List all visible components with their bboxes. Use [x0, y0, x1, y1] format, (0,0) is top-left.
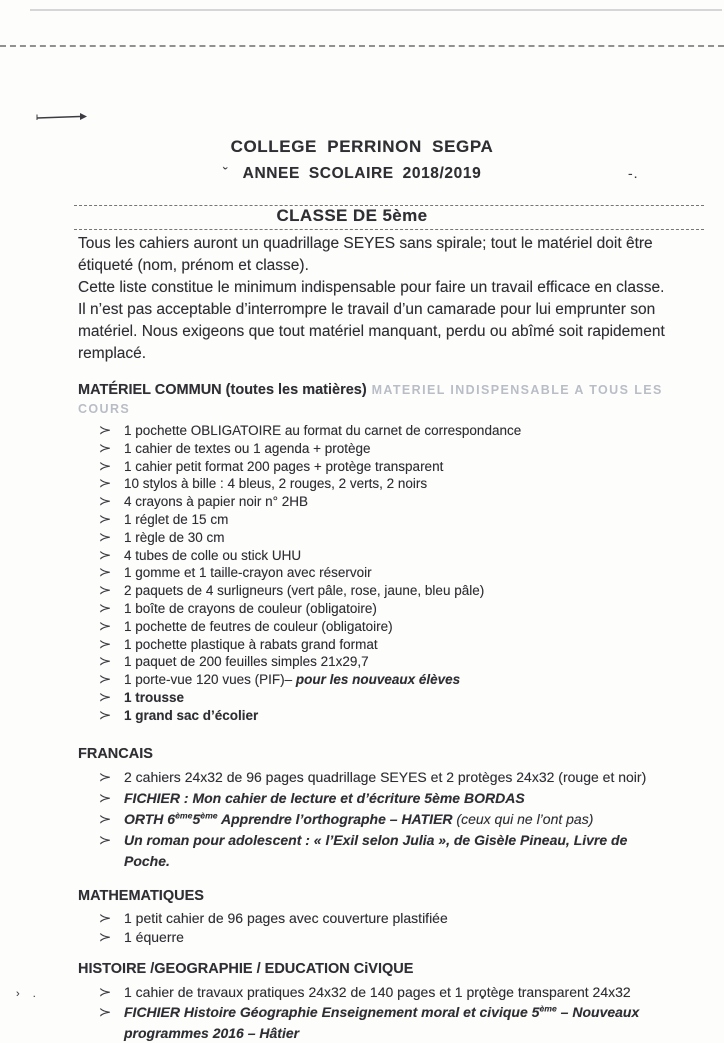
item-text: – Nouveaux programmes 2016 – Hâtier: [124, 1004, 640, 1041]
item-text: 4 tubes de colle ou stick UHU: [124, 547, 302, 563]
list-item: [100, 511, 672, 529]
arrow-bullet-icon: ≻: [98, 790, 112, 805]
ghost-erased-text: MATERIEL INDISPENSABLE A TOUS LES COURS: [78, 383, 663, 416]
item-text: ème: [175, 809, 193, 820]
item-text: 1 pochette OBLIGATOIRE au format du carnet de correspondance: [124, 423, 522, 438]
list-item: [100, 422, 672, 440]
item-text: ORTH 6: [124, 810, 176, 827]
list-item: [100, 600, 672, 618]
item-text: 1 gomme et 1 taille-crayon avec réservoir: [124, 565, 372, 581]
list-item: [100, 830, 672, 872]
list-item: [100, 636, 672, 654]
class-title: CLASSE DE 5ème: [276, 206, 428, 225]
school-title: COLLEGE PERRINON SEGPA: [230, 137, 494, 156]
list-item: [100, 529, 672, 547]
list-item: [100, 564, 672, 582]
list-item: [100, 671, 672, 689]
list-item: [100, 788, 672, 809]
item-text: 1 trousse: [124, 689, 185, 705]
section-heading-text: MATÉRIEL COMMUN (toutes les matières): [78, 382, 367, 398]
item-text: 1 cahier de travaux pratiques 24x32 de 140 pages et 1 protège transparent 24x32: [124, 983, 631, 1000]
list-item: [100, 689, 672, 707]
item-text: 1 petit cahier de 96 pages avec couverture plastifiée: [124, 909, 448, 926]
dashdot-mark: -.: [628, 165, 639, 181]
section-heading: [78, 887, 672, 906]
list-item: [100, 707, 672, 725]
school-year: ANNEE SCOLAIRE 2018/2019: [242, 165, 482, 182]
sections: [78, 381, 672, 1043]
item-list: [78, 982, 672, 1043]
intro-paragraph-2: Cette liste constitue le minimum indispensable pour faire un travail efficace en classe. Il n’est pas acceptable d’interrompre le travail d’un camarade pour lui emprunter son matériel. Nous exigeons que tout matériel manquant, perdu ou abîmé soit rapidement remplacé.: [78, 279, 665, 362]
tick-mark: ˇ: [220, 164, 229, 183]
list-item: [100, 547, 672, 565]
item-text: FICHIER : Mon cahier de lecture et d’écriture 5ème BORDAS: [124, 789, 525, 806]
item-text: 1 équerre: [124, 928, 184, 945]
list-item: [100, 928, 672, 947]
scan-dashed-line: [0, 45, 724, 47]
list-item: [100, 982, 672, 1003]
arrow-bullet-icon: ≻: [98, 494, 112, 509]
arrow-bullet-icon: ≻: [98, 910, 112, 925]
item-text: 1 pochette de feutres de couleur (obligatoire): [124, 618, 393, 634]
item-list: [78, 909, 672, 947]
list-item: [100, 1002, 672, 1043]
arrow-bullet-icon: ≻: [98, 832, 112, 847]
item-text: 1 porte-vue 120 vues (PIF)–: [124, 672, 296, 688]
item-text: pour les nouveaux élèves: [295, 672, 461, 688]
arrow-bullet-icon: ≻: [98, 811, 112, 826]
item-text: 5: [192, 810, 201, 827]
item-list: [78, 422, 672, 725]
section-heading-text: MATHEMATIQUES: [78, 887, 204, 904]
item-text: 1 boîte de crayons de couleur (obligatoire): [124, 600, 377, 616]
item-text: 1 pochette plastique à rabats grand format: [124, 636, 378, 652]
list-item: [100, 493, 672, 511]
section-heading-text: FRANCAIS: [78, 745, 153, 762]
arrow-bullet-icon: ≻: [98, 600, 112, 615]
item-text: (ceux qui ne l’ont pas): [456, 810, 594, 827]
arrow-bullet-icon: ≻: [98, 440, 112, 455]
item-text: 2 cahiers 24x32 de 96 pages quadrillage SEYES et 2 protèges 24x32 (rouge et noir): [124, 768, 647, 785]
arrow-bullet-icon: ≻: [98, 565, 112, 580]
list-item: [100, 767, 672, 788]
intro-paragraph-1: Tous les cahiers auront un quadrillage SEYES sans spirale; tout le matériel doit être étiqueté (nom, prénom et classe).: [78, 235, 653, 274]
item-list: [78, 767, 672, 872]
item-text: 1 réglet de 15 cm: [124, 511, 229, 527]
arrow-bullet-icon: ≻: [98, 511, 112, 526]
item-text: ème: [539, 1003, 557, 1014]
arrow-bullet-icon: ≻: [98, 984, 112, 999]
section-heading: [78, 745, 672, 764]
item-text: 4 crayons à papier noir n° 2HB: [124, 494, 308, 510]
section-histoire-geo: [78, 960, 672, 1043]
arrow-bullet-icon: ≻: [98, 654, 112, 669]
list-item: [100, 809, 672, 830]
item-text: 2 paquets de 4 surligneurs (vert pâle, rose, jaune, bleu pâle): [124, 583, 485, 599]
list-item: [100, 440, 672, 458]
arrow-bullet-icon: ≻: [98, 423, 112, 437]
item-text: 1 cahier petit format 200 pages + protège transparent: [124, 458, 444, 474]
list-item: [100, 909, 672, 928]
pen-arrow-icon: [36, 110, 88, 128]
section-heading-text: HISTOIRE /GEOGRAPHIE / EDUCATION CiVIQUE: [78, 960, 414, 977]
list-item: [100, 458, 672, 476]
section-francais: [78, 745, 672, 872]
item-text: 1 règle de 30 cm: [124, 529, 225, 545]
item-text: ème: [200, 809, 218, 820]
list-item: [100, 653, 672, 671]
arrow-bullet-icon: ≻: [98, 583, 112, 598]
document-body: [78, 233, 672, 1043]
item-text: Apprendre l’orthographe – HATIER: [217, 810, 457, 827]
scan-line-top: [30, 9, 722, 11]
scan-speck: › .: [16, 988, 41, 1000]
section-materiel-commun: [78, 381, 672, 725]
item-text: FICHIER Histoire Géographie Enseignement moral et civique 5: [124, 1004, 540, 1021]
section-mathematiques: [78, 887, 672, 947]
arrow-bullet-icon: ≻: [98, 476, 112, 491]
list-item: [100, 618, 672, 636]
arrow-bullet-icon: ≻: [98, 1005, 112, 1020]
list-item: [100, 582, 672, 600]
arrow-bullet-icon: ≻: [98, 547, 112, 562]
item-text: 1 paquet de 200 feuilles simples 21x29,7: [124, 654, 369, 670]
arrow-bullet-icon: ≻: [98, 636, 112, 651]
arrow-bullet-icon: ≻: [98, 689, 112, 704]
arrow-bullet-icon: ≻: [98, 707, 112, 722]
item-text: Un roman pour adolescent : « l’Exil selon Julia », de Gisèle Pineau, Livre de Poche.: [124, 831, 628, 869]
arrow-bullet-icon: ≻: [98, 618, 112, 633]
dashed-rule-below-class: [74, 229, 704, 230]
arrow-bullet-icon: ≻: [98, 529, 112, 544]
section-heading: [78, 960, 672, 979]
arrow-bullet-icon: ≻: [98, 929, 112, 944]
item-text: 10 stylos à bille : 4 bleus, 2 rouges, 2 verts, 2 noirs: [124, 476, 428, 492]
item-text: 1 grand sac d’écolier: [124, 707, 259, 723]
arrow-bullet-icon: ≻: [98, 458, 112, 473]
arrow-bullet-icon: ≻: [98, 672, 112, 687]
list-item: [100, 475, 672, 493]
arrow-bullet-icon: ≻: [98, 769, 112, 784]
section-heading: [78, 381, 672, 419]
item-text: 1 cahier de textes ou 1 agenda + protège: [124, 440, 371, 456]
